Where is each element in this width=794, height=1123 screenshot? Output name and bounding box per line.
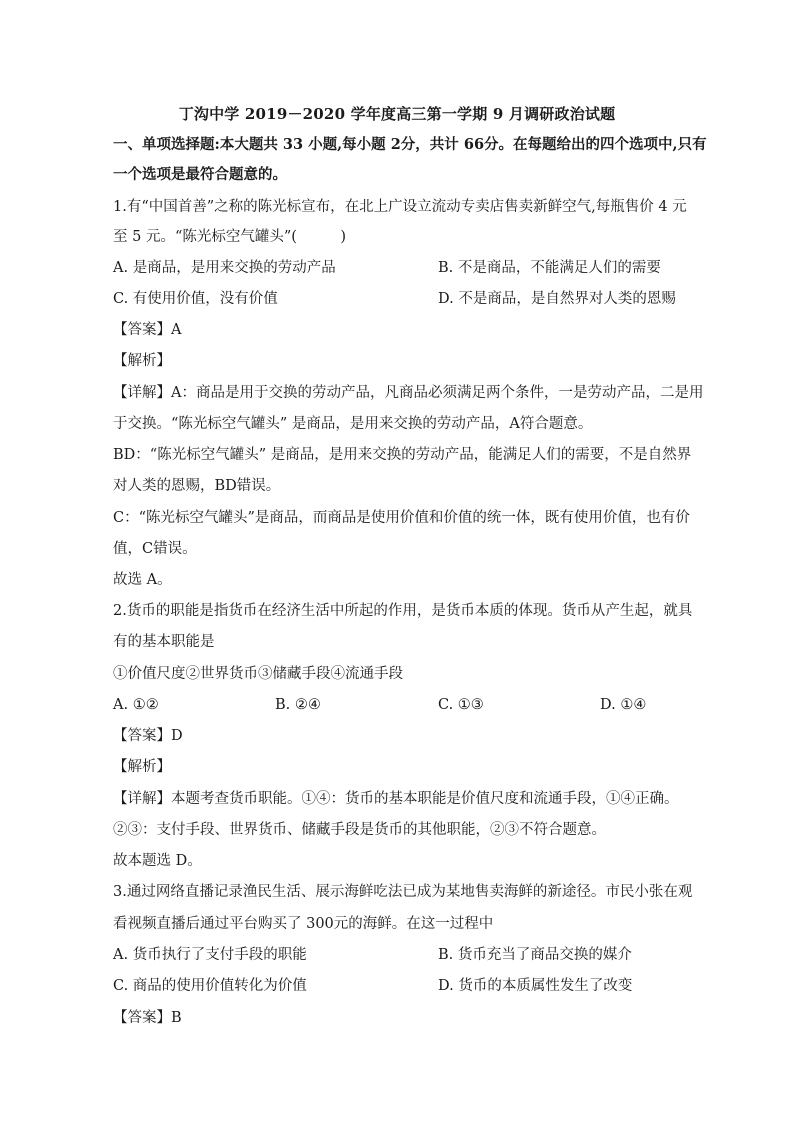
q3-option-c: C. 商品的使用价值转化为价值: [113, 978, 307, 994]
q1-answer: 【答案】A: [113, 322, 182, 338]
q2-options-row: [113, 695, 683, 715]
q1-detail-line: 值，C错误。: [113, 541, 197, 557]
section-instruction-line-2: 一个选项是最符合题意的。: [113, 166, 287, 183]
q2-option-c: C. ①③: [438, 697, 484, 713]
q1-option-d: D. 不是商品，是自然界对人类的恩赐: [438, 291, 676, 307]
q2-option-a: A. ①②: [113, 697, 159, 713]
q1-option-a: A. 是商品，是用来交换的劳动产品: [113, 260, 336, 276]
q1-options-row-2: [113, 289, 683, 309]
exam-title: 丁沟中学 2019－2020 学年度高三第一学期 9 月调研政治试题: [178, 105, 616, 123]
section-instruction-line-1: 一、单项选择题:本大题共 33 小题,每小题 2分，共计 66分。在每题给出的四个选项中,只有: [113, 136, 707, 153]
q2-detail-line: ②③：支付手段、世界货币、储藏手段是货币的其他职能，②③不符合题意。: [113, 822, 606, 838]
q2-detail-line: 【详解】本题考查货币职能。①④：货币的基本职能是价值尺度和流通手段，①④正确。: [113, 791, 679, 807]
q3-option-a: A. 货币执行了支付手段的职能: [113, 947, 307, 963]
q2-option-b: B. ②④: [275, 697, 321, 713]
q1-option-b: B. 不是商品，不能满足人们的需要: [438, 260, 661, 276]
q2-stem-line-2: 有的基本职能是: [113, 634, 215, 650]
q1-options-row-1: [113, 258, 683, 278]
q1-detail-line: 对人类的恩赐，BD错误。: [113, 478, 281, 494]
q1-detail-line: BD：“陈光标空气罐头” 是商品，是用来交换的劳动产品，能满足人们的需要，不是自然界: [113, 447, 692, 463]
q3-option-b: B. 货币充当了商品交换的媒介: [438, 947, 632, 963]
q1-detail-line: C：“陈光标空气罐头”是商品，而商品是使用价值和价值的统一体，既有使用价值，也有价: [113, 510, 690, 526]
q1-detail-line: 【详解】A：商品是用于交换的劳动产品，凡商品必须满足两个条件，一是劳动产品，二是用: [113, 385, 704, 401]
q2-option-d: D. ①④: [600, 697, 647, 713]
q3-option-d: D. 货币的本质属性发生了改变: [438, 978, 633, 994]
q1-detail-line: 于交换。“陈光标空气罐头” 是商品，是用来交换的劳动产品，A符合题意。: [113, 416, 593, 432]
q2-analysis-label: 【解析】: [113, 759, 171, 775]
q1-option-c: C. 有使用价值，没有价值: [113, 291, 278, 307]
q2-stem-line-1: 2.货币的职能是指货币在经济生活中所起的作用，是货币本质的体现。货币从产生起，就具: [113, 603, 693, 619]
q1-stem-line-1: 1.有“中国首善”之称的陈光标宣布，在北上广设立流动专卖店售卖新鲜空气,每瓶售价 4 元: [113, 199, 687, 215]
q3-stem-line-2: 看视频直播后通过平台购买了 300元的海鲜。在这一过程中: [113, 916, 494, 932]
q2-items: ①价值尺度②世界货币③储藏手段④流通手段: [113, 666, 403, 682]
q3-options-row-2: [113, 976, 683, 996]
q1-stem-line-2: 至 5 元。“陈光标空气罐头”( ): [113, 229, 347, 245]
q3-stem-line-1: 3.通过网络直播记录渔民生活、展示海鲜吃法已成为某地售卖海鲜的新途径。市民小张在观: [113, 884, 693, 900]
q2-conclusion: 故本题选 D。: [113, 853, 202, 869]
q1-analysis-label: 【解析】: [113, 353, 171, 369]
q2-answer: 【答案】D: [113, 728, 183, 744]
q3-answer: 【答案】B: [113, 1010, 182, 1026]
q1-conclusion: 故选 A。: [113, 572, 172, 588]
q3-options-row-1: [113, 945, 683, 965]
